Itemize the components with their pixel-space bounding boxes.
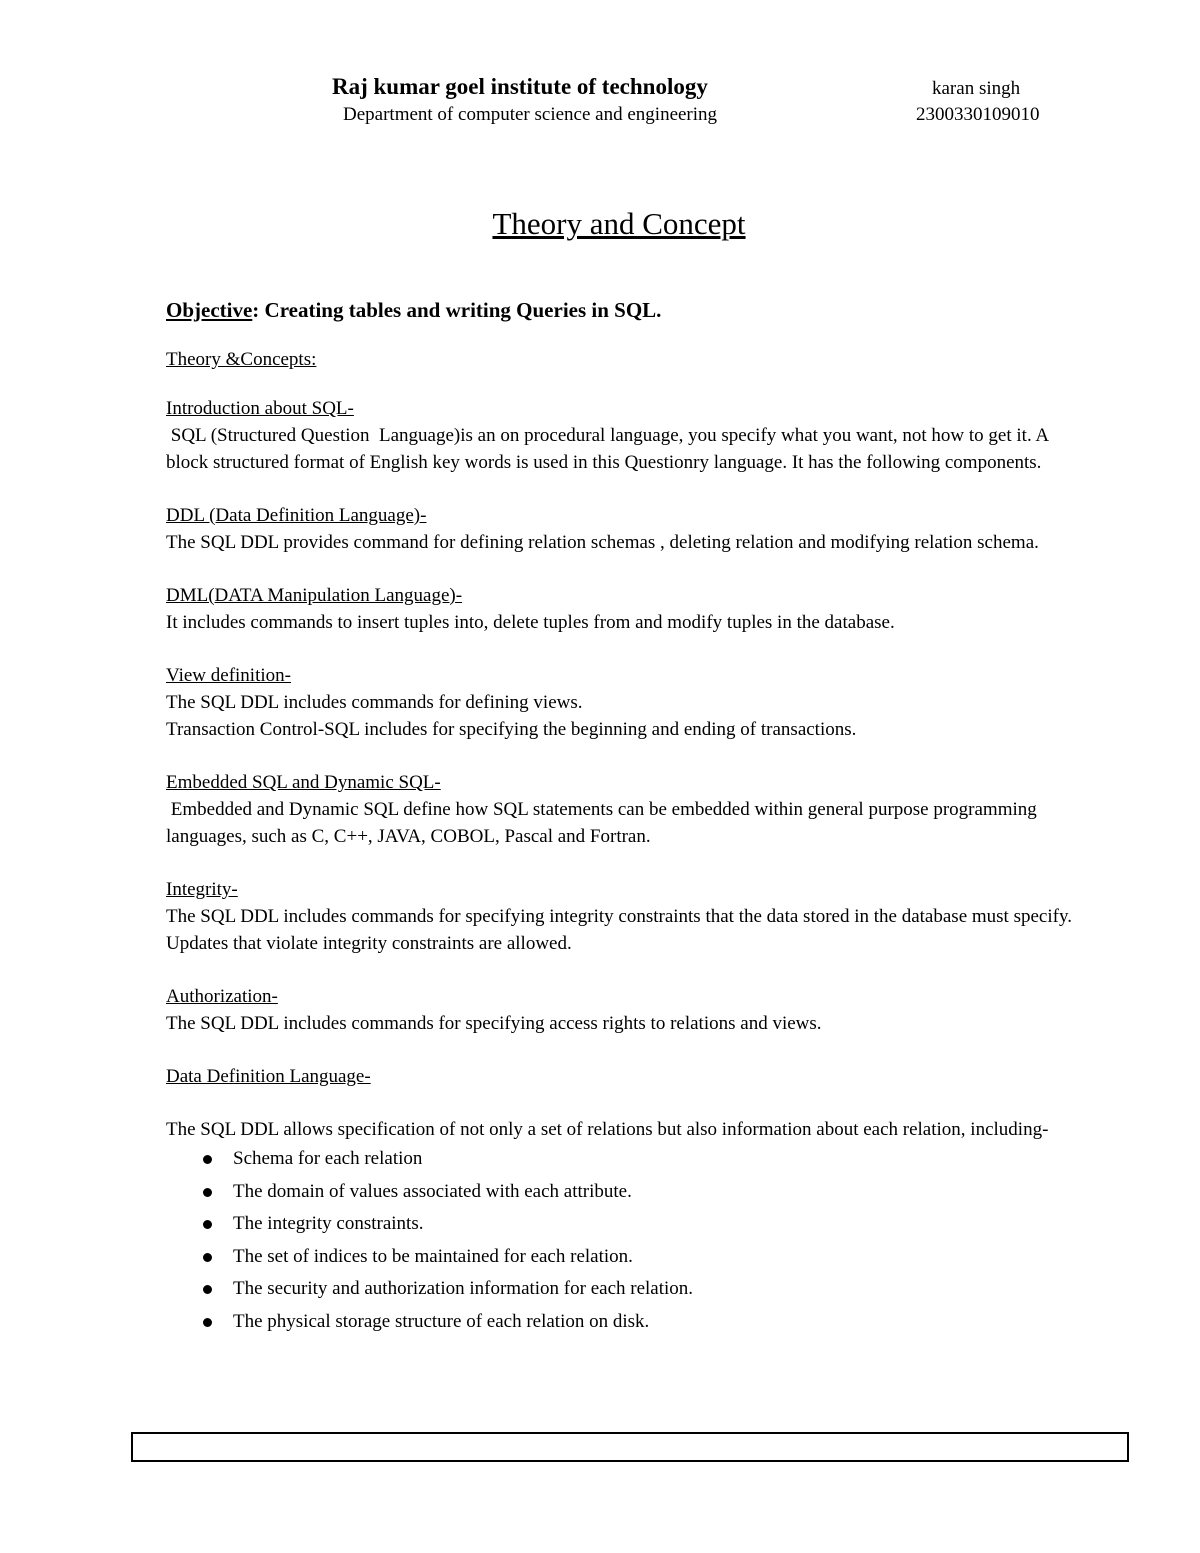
- list-item: [166, 1143, 1086, 1176]
- bullet-icon: [203, 1318, 212, 1327]
- section-paragraph: Embedded and Dynamic SQL define how SQL statements can be embedded within general purpose programming languages, such as C, C++, JAVA, COBOL, Pascal and Fortran.: [166, 799, 1042, 847]
- page-title: Theory and Concept: [492, 206, 746, 241]
- objective-text: : Creating tables and writing Queries in SQL.: [252, 298, 662, 322]
- institute-name: Raj kumar goel institute of technology: [332, 74, 708, 99]
- section-heading: View definition-: [166, 665, 291, 686]
- list-item-text: The set of indices to be maintained for each relation.: [233, 1245, 633, 1267]
- section-paragraph: The SQL DDL includes commands for specifying integrity constraints that the data stored in the database must specify. Updates that violate integrity constraints are allowed.: [166, 906, 1072, 954]
- section-heading: Introduction about SQL-: [166, 398, 354, 419]
- section-paragraph: The SQL DDL includes commands for specifying access rights to relations and views.: [166, 1013, 822, 1034]
- bullet-icon: [203, 1253, 212, 1262]
- list-item: [166, 1176, 1086, 1209]
- section-paragraph: Transaction Control-SQL includes for specifying the beginning and ending of transactions.: [166, 719, 857, 740]
- section-paragraph: SQL (Structured Question Language)is an on procedural language, you specify what you want, not how to get it. A block structured format of English key words is used in this Questionry language. It has the following components.: [166, 425, 1053, 473]
- list-item-text: The domain of values associated with each attribute.: [233, 1180, 632, 1202]
- roll-number: 2300330109010: [916, 104, 1040, 125]
- section-paragraph: It includes commands to insert tuples into, delete tuples from and modify tuples in the database.: [166, 612, 895, 633]
- list-item: [166, 1208, 1086, 1241]
- bullet-icon: [203, 1285, 212, 1294]
- theory-heading: Theory &Concepts:: [166, 349, 317, 370]
- objective: [166, 298, 661, 323]
- section-heading: Integrity-: [166, 879, 238, 900]
- department-name: Department of computer science and engineering: [343, 104, 718, 125]
- list-item: [166, 1273, 1086, 1306]
- document-body: [166, 346, 1086, 1338]
- section-heading: Embedded SQL and Dynamic SQL-: [166, 772, 441, 793]
- list-item: [166, 1241, 1086, 1274]
- section-heading: DDL (Data Definition Language)-: [166, 505, 427, 526]
- ddl-bullet-list: [166, 1143, 1086, 1338]
- list-item-text: The physical storage structure of each relation on disk.: [233, 1310, 650, 1332]
- list-item-text: The security and authorization information for each relation.: [233, 1278, 694, 1299]
- section-heading: Authorization-: [166, 986, 278, 1007]
- bullet-icon: [203, 1220, 212, 1229]
- bottom-border-box: [131, 1432, 1129, 1462]
- list-item: [166, 1306, 1086, 1339]
- section-paragraph: The SQL DDL includes commands for defining views.: [166, 692, 583, 713]
- section-paragraph: The SQL DDL provides command for defining relation schemas , deleting relation and modifying relation schema.: [166, 532, 1039, 553]
- objective-label: Objective: [166, 298, 253, 322]
- bullet-icon: [203, 1188, 212, 1197]
- list-item-text: Schema for each relation: [233, 1148, 423, 1169]
- ddl-heading: Data Definition Language-: [166, 1066, 371, 1087]
- bullet-icon: [203, 1155, 212, 1164]
- list-item-text: The integrity constraints.: [233, 1213, 424, 1234]
- section-heading: DML(DATA Manipulation Language)-: [166, 585, 463, 606]
- student-name: karan singh: [932, 78, 1021, 99]
- ddl-intro: The SQL DDL allows specification of not only a set of relations but also information about each relation, including-: [166, 1119, 1049, 1140]
